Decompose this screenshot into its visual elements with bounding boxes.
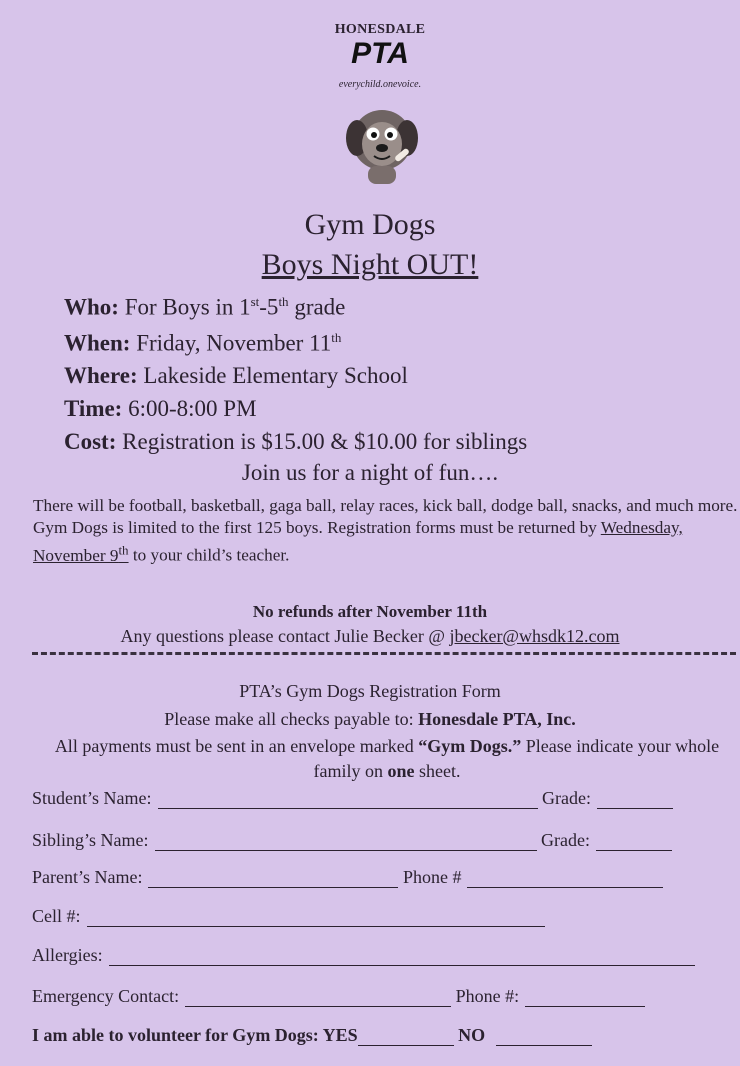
parent-phone-label: Phone # [402,867,462,887]
payable-bold: Honesdale PTA, Inc. [418,709,576,729]
parent-name-field[interactable] [148,871,398,888]
who-value-a: For Boys in 1 [124,294,251,320]
payable-line [0,709,740,730]
envelope-instructions [34,734,740,784]
when-sup: th [331,330,342,345]
cut-line-divider [32,652,736,655]
time-row [64,396,257,422]
description-paragraph [33,495,738,567]
cost-value: Registration is $15.00 & $10.00 for siblings [122,429,528,454]
form-title: PTA’s Gym Dogs Registration Form [239,681,501,701]
who-sup2: th [278,294,289,309]
emergency-phone-field[interactable] [525,990,645,1007]
contact-text: Any questions please contact Julie Becker @ [120,626,450,646]
cost-label: Cost: [64,429,117,454]
no-refunds-notice: No refunds after November 11th [252,602,488,621]
allergies-field[interactable] [109,949,695,966]
volunteer-yes-field[interactable] [358,1029,454,1046]
student-name-label: Student’s Name: [32,788,152,808]
who-row [64,294,345,321]
where-value: Lakeside Elementary School [143,363,408,388]
where-row [64,363,408,389]
logo-tagline: everychild.onevoice. [338,79,422,90]
emergency-label: Emergency Contact: [32,986,180,1006]
payable-text: Please make all checks payable to: [164,709,419,729]
student-grade-label: Grade: [542,788,591,808]
page-title: Gym Dogs [304,208,436,241]
emergency-row [32,986,645,1007]
where-label: Where: [64,363,138,388]
emergency-field[interactable] [185,990,451,1007]
pta-logo: PTA [351,37,409,70]
volunteer-label: I am able to volunteer for Gym Dogs: YES [32,1025,358,1045]
deadline-sup: th [118,542,129,557]
who-sup1: st [250,294,260,309]
emergency-phone-label: Phone #: [455,986,520,1006]
contact-email-link[interactable]: jbecker@whsdk12.com [449,626,620,646]
sibling-grade-field[interactable] [596,834,672,851]
when-row [64,330,341,357]
envelope-one: one [387,761,415,781]
allergies-row [32,945,695,966]
volunteer-no-field[interactable] [496,1029,592,1046]
volunteer-no-label: NO [458,1025,486,1045]
who-value-b: -5 [259,294,279,320]
envelope-bold: “Gym Dogs.” [418,736,522,756]
student-grade-field[interactable] [597,792,673,809]
para-text-a: There will be football, basketball, gaga ball, relay races, kick ball, dodge ball, snacks, and much more. Gym Dogs is limited to the first 125 boys. Registration forms must be returned by [33,496,738,537]
join-text: Join us for a night of fun…. [241,460,499,485]
volunteer-row [32,1025,592,1046]
envelope-a: All payments must be sent in an envelope marked [54,736,419,756]
logo-org: HONESDALE [334,22,426,37]
envelope-c: sheet. [414,761,461,781]
student-name-field[interactable] [158,792,538,809]
when-label: When: [64,330,131,356]
dog-mascot-icon [340,100,424,186]
contact-line [0,626,740,647]
deadline-text: Wednesday, November 9 [33,518,683,565]
time-label: Time: [64,396,123,421]
parent-phone-field[interactable] [467,871,663,888]
time-value: 6:00-8:00 PM [128,396,257,421]
cell-label: Cell #: [32,906,81,926]
sibling-row [32,830,672,851]
para-text-b: to your child’s teacher. [128,545,290,565]
parent-row [32,867,663,888]
when-value: Friday, November 11 [136,330,332,356]
cell-row [32,906,545,927]
cost-row [64,429,527,455]
who-label: Who: [64,294,119,320]
sibling-name-label: Sibling’s Name: [32,830,149,850]
who-value-c: grade [288,294,346,320]
allergies-label: Allergies: [32,945,103,965]
sibling-name-field[interactable] [155,834,537,851]
parent-name-label: Parent’s Name: [32,867,143,887]
sibling-grade-label: Grade: [541,830,590,850]
student-row [32,788,673,809]
cell-field[interactable] [87,910,545,927]
envelope-b: Please indicate your whole family on [313,736,720,781]
page-subtitle: Boys Night OUT! [261,248,479,281]
